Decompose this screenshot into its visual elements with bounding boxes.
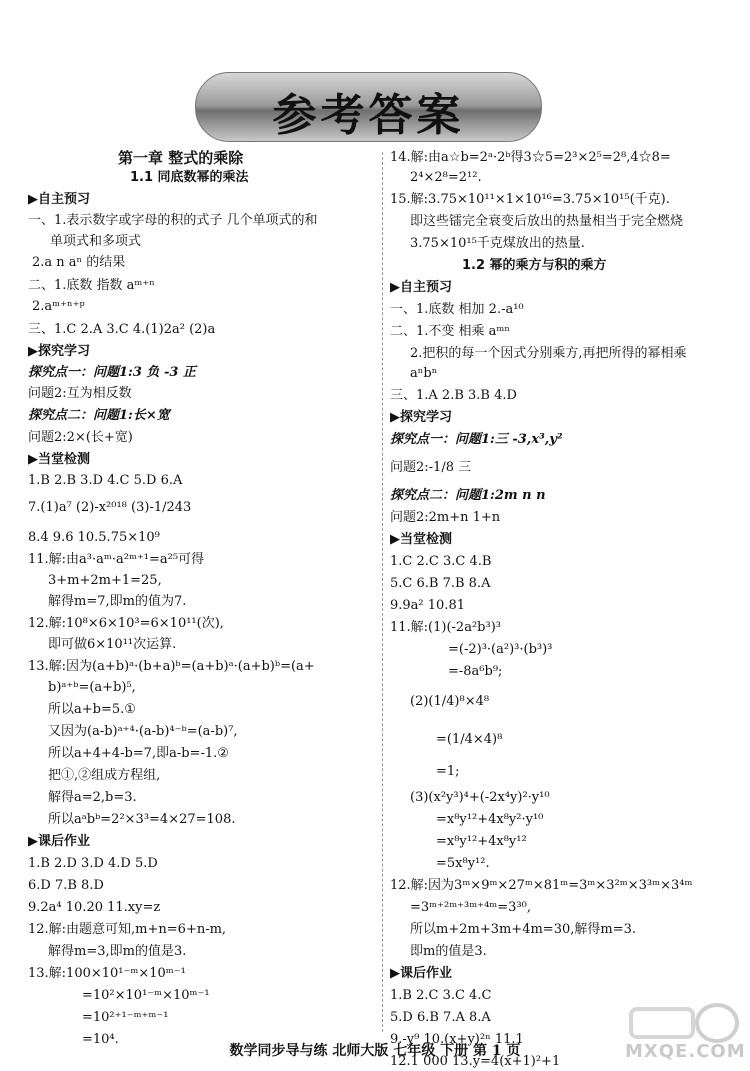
left-line-27: 所以a+4+4-b=7,即a-b=-1.②: [48, 746, 229, 761]
right-line-23: =-8a⁶b⁹;: [448, 664, 503, 679]
left-line-19: 3+m+2m+1=25,: [48, 573, 162, 588]
left-line-39: =10²⁺¹⁻ᵐ⁺ᵐ⁻¹: [82, 1010, 169, 1025]
left-line-14: ▶当堂检测: [28, 452, 90, 467]
left-line-29: 解得a=2,b=3.: [48, 790, 137, 805]
column-divider: [382, 152, 383, 1032]
left-line-20: 解得m=7,即m的值为7.: [48, 594, 187, 609]
right-line-8: 二、1.不变 相乘 aᵐⁿ: [390, 324, 511, 339]
right-line-27: (3)(x²y³)⁴+(-2x⁴y)²·y¹⁰: [410, 790, 550, 805]
left-line-15: 1.B 2.B 3.D 4.C 5.D 6.A: [28, 473, 183, 488]
right-line-5: 1.2 幂的乘方与积的乘方: [462, 258, 607, 273]
left-line-38: =10²×10¹⁻ᵐ×10ᵐ⁻¹: [82, 988, 210, 1003]
left-line-28: 把①,②组成方程组,: [48, 768, 161, 783]
left-line-23: 13.解:因为(a+b)ᵃ·(b+a)ᵇ=(a+b)ᵃ·(a+b)ᵇ=(a+: [28, 659, 315, 674]
right-line-6: ▶自主预习: [390, 280, 452, 295]
right-line-17: ▶当堂检测: [390, 532, 452, 547]
right-line-13: 探究点一：问题1:三 -3,x³,y²: [390, 432, 563, 447]
right-line-22: =(-2)³·(a²)³·(b³)³: [448, 642, 553, 657]
right-line-16: 问题2:2m+n 1+n: [390, 510, 501, 525]
left-line-2: ▶自主预习: [28, 192, 90, 207]
left-line-10: 探究点一：问题1:3 负 -3 正: [28, 365, 196, 380]
right-line-10: aⁿbⁿ: [410, 366, 438, 381]
left-line-17: 8.4 9.6 10.5.75×10⁹: [28, 530, 160, 545]
left-line-26: 又因为(a-b)ᵃ⁺⁴·(a-b)⁴⁻ᵇ=(a-b)⁷,: [48, 724, 238, 739]
left-line-5: 2.a n aⁿ 的结果: [32, 255, 126, 270]
left-line-0: 第一章 整式的乘除: [118, 149, 244, 167]
right-line-20: 9.9a² 10.81: [390, 598, 465, 613]
right-line-19: 5.C 6.B 7.B 8.A: [390, 576, 491, 591]
left-line-21: 12.解:10⁸×6×10³=6×10¹¹(次),: [28, 616, 224, 631]
left-line-11: 问题2:互为相反数: [28, 386, 132, 401]
right-line-24: (2)(1/4)⁸×4⁸: [410, 694, 490, 709]
left-line-1: 1.1 同底数幂的乘法: [130, 170, 249, 185]
watermark-logo: [625, 1003, 746, 1063]
left-line-30: 所以aᵃbᵇ=2²×3³=4×27=108.: [48, 812, 236, 827]
right-line-12: ▶探究学习: [390, 410, 452, 425]
page-title: 参考答案: [272, 90, 465, 141]
right-line-25: =(1/4×4)⁸: [436, 732, 503, 747]
right-line-26: =1;: [436, 764, 460, 779]
left-line-13: 问题2:2×(长+宽): [28, 430, 133, 445]
right-line-30: =5x⁸y¹².: [436, 856, 490, 871]
left-line-22: 即可做6×10¹¹次运算.: [48, 637, 177, 652]
right-line-38: 9.-y⁹ 10.(x+y)²ⁿ 11.1: [390, 1032, 524, 1047]
left-line-9: ▶探究学习: [28, 344, 90, 359]
left-line-6: 二、1.底数 指数 aᵐ⁺ⁿ: [28, 278, 155, 293]
right-line-33: 所以m+2m+3m+4m=30,解得m=3.: [410, 922, 636, 937]
right-line-1: 2⁴×2⁸=2¹².: [410, 170, 482, 185]
left-line-24: b)ᵃ⁺ᵇ=(a+b)⁵,: [48, 680, 136, 695]
right-line-9: 2.把积的每一个因式分别乘方,再把所得的幂相乘: [410, 346, 687, 361]
right-line-15: 探究点二：问题1:2m n n: [390, 488, 546, 503]
left-line-7: 2.aᵐ⁺ⁿ⁺ᵖ: [32, 299, 85, 314]
left-line-33: 6.D 7.B 8.D: [28, 878, 104, 893]
right-line-21: 11.解:(1)(-2a²b³)³: [390, 620, 501, 635]
page-footer: 数学同步导与练 北师大版 七年级 下册 第 1 页: [229, 1043, 521, 1059]
left-line-25: 所以a+b=5.①: [48, 702, 136, 717]
watermark-text: MXQE.COM: [625, 1041, 746, 1062]
left-line-8: 三、1.C 2.A 3.C 4.(1)2a² (2)a: [28, 322, 216, 337]
right-line-29: =x⁸y¹²+4x⁸y¹²: [436, 834, 527, 849]
right-line-28: =x⁸y¹²+4x⁸y²·y¹⁰: [436, 812, 544, 827]
right-line-18: 1.C 2.C 3.C 4.B: [390, 554, 492, 569]
left-line-36: 解得m=3,即m的值是3.: [48, 944, 187, 959]
left-line-32: 1.B 2.D 3.D 4.D 5.D: [28, 856, 158, 871]
left-line-16: 7.(1)a⁷ (2)-x²⁰¹⁸ (3)-1/243: [28, 500, 192, 515]
right-line-11: 三、1.A 2.B 3.B 4.D: [390, 388, 517, 403]
left-line-4: 单项式和多项式: [50, 234, 142, 249]
answer-key-banner: [195, 72, 542, 142]
right-line-35: ▶课后作业: [390, 966, 452, 981]
left-line-12: 探究点二：问题1:长×宽: [28, 408, 170, 423]
watermark-stamp-icon: [625, 1003, 740, 1043]
right-line-14: 问题2:-1/8 三: [390, 460, 472, 475]
right-line-7: 一、1.底数 相加 2.-a¹⁰: [390, 302, 524, 317]
right-line-31: 12.解:因为3ᵐ×9ᵐ×27ᵐ×81ᵐ=3ᵐ×3²ᵐ×3³ᵐ×3⁴ᵐ: [390, 878, 693, 893]
right-line-36: 1.B 2.C 3.C 4.C: [390, 988, 492, 1003]
right-line-2: 15.解:3.75×10¹¹×1×10¹⁶=3.75×10¹⁵(千克).: [390, 192, 670, 207]
right-line-32: =3ᵐ⁺²ᵐ⁺³ᵐ⁺⁴ᵐ=3³⁰,: [410, 900, 531, 915]
left-line-35: 12.解:由题意可知,m+n=6+n-m,: [28, 922, 227, 937]
left-line-18: 11.解:由a³·aᵐ·a²ᵐ⁺¹=a²⁵可得: [28, 552, 205, 567]
right-line-37: 5.D 6.B 7.A 8.A: [390, 1010, 491, 1025]
right-line-39: 12.1 000 13.y=4(x+1)²+1: [390, 1054, 561, 1069]
left-line-34: 9.2a⁴ 10.20 11.xy=z: [28, 900, 161, 915]
left-line-3: 一、1.表示数字或字母的积的式子 几个单项式的和: [28, 213, 318, 228]
right-line-3: 即这些镭完全衰变后放出的热量相当于完全燃烧: [410, 214, 684, 229]
left-line-31: ▶课后作业: [28, 834, 90, 849]
left-line-37: 13.解:100×10¹⁻ᵐ×10ᵐ⁻¹: [28, 966, 186, 981]
left-line-40: =10⁴.: [82, 1032, 119, 1047]
right-line-4: 3.75×10¹⁵千克煤放出的热量.: [410, 236, 585, 251]
right-line-0: 14.解:由a☆b=2ᵃ·2ᵇ得3☆5=2³×2⁵=2⁸,4☆8=: [390, 150, 671, 165]
right-line-34: 即m的值是3.: [410, 944, 487, 959]
